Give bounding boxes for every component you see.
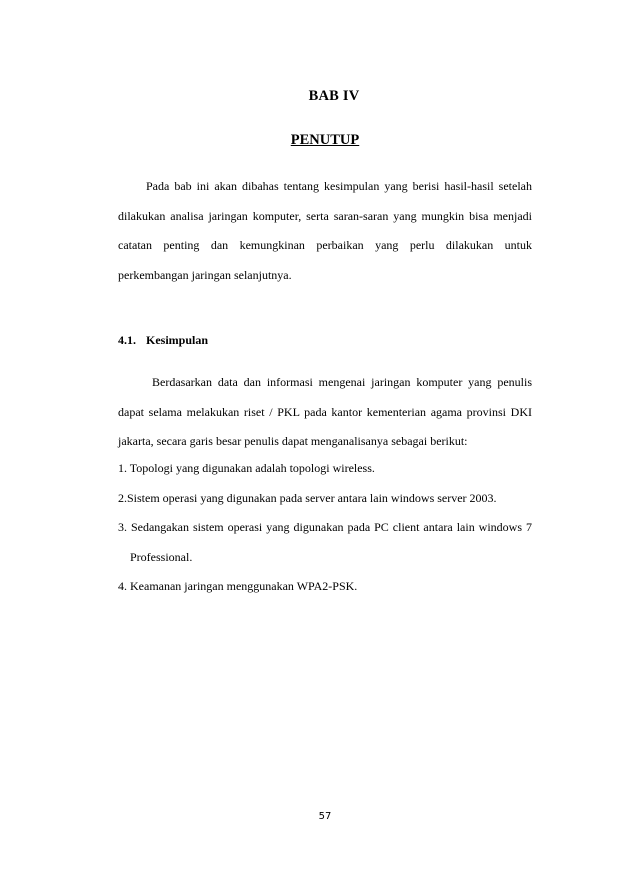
section-number: 4.1. [118,333,136,347]
chapter-subtitle: PENUTUP [290,132,360,148]
list-item: 3. Sedangakan sistem operasi yang digunakan pada PC client antara lain windows 7 Professional. [118,520,532,564]
list-item: 1. Topologi yang digunakan adalah topologi wireless. [118,461,375,475]
section-title: Kesimpulan [146,333,209,347]
list-item: 4. Keamanan jaringan menggunakan WPA2-PSK. [118,579,358,593]
chapter-title: BAB IV [308,88,360,104]
section-heading [118,333,208,348]
intro-paragraph: Pada bab ini akan dibahas tentang kesimpulan yang berisi hasil-hasil setelah dilakukan analisa jaringan komputer, serta saran-saran yang mungkin bisa menjadi catatan penting dan kemungkinan perbaikan yang perlu dilakukan untuk perkembangan jaringan selanjutnya. [118,179,532,282]
conclusion-list [118,454,532,602]
page-number: 57 [318,811,332,822]
list-item: 2.Sistem operasi yang digunakan pada server antara lain windows server 2003. [118,490,497,505]
section-body-paragraph: Berdasarkan data dan informasi mengenai jaringan komputer yang penulis dapat selama melakukan riset / PKL pada kantor kementerian agama provinsi DKI jakarta, secara garis besar penulis dapat menganalisanya sebagai berikut: [118,375,532,448]
